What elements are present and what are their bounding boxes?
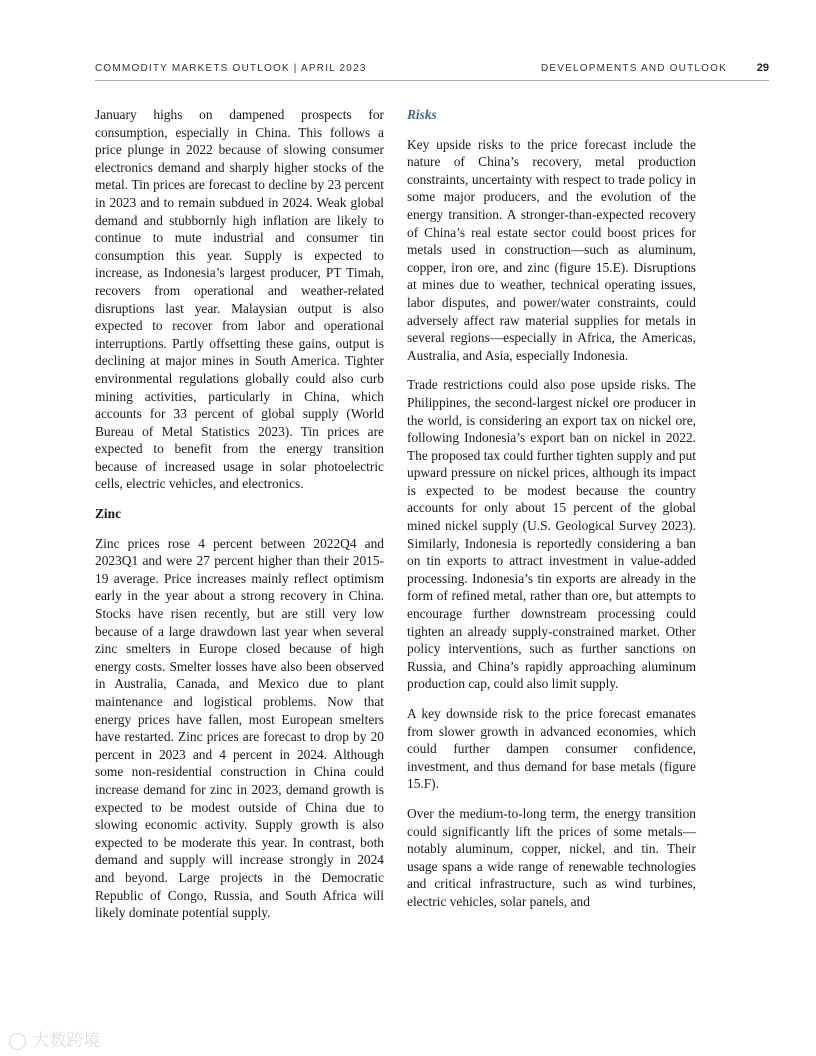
tin-paragraph: January highs on dampened prospects for consumption, especially in China. This follows a price plunge in 2022 because of slowing consumer electronics demand and sharply higher stocks of the metal. Tin prices are forecast to decline by 23 percent in 2023 and to remain subdued in 2024. Weak global demand and stubbornly high inflation are likely to continue to mute industrial and consumer tin consumption this year. Supply is expected to increase, as Indonesia’s largest producer, PT Timah, recovers from operational and weather-related disruptions last year. Malaysian output is also expected to recover from labor and operational interruptions. Partly offsetting these gains, output is declining at major mines in South America. Tighter environmental regulations globally could also curb mining activities, particularly in China, which accounts for 33 percent of global supply (World Bureau of Metal Statistics 2023). Tin prices are expected to benefit from the energy transition because of increased usage in solar photoelectric cells, electric vehicles, and electronics. bbox=[95, 107, 384, 492]
page-number: 29 bbox=[756, 62, 769, 74]
downside-risk-paragraph: A key downside risk to the price forecast emanates from slower growth in advanced economies, which could further dampen consumer confidence, investment, and thus demand for base metals (figure 15.F). bbox=[407, 706, 696, 792]
left-column bbox=[95, 106, 384, 934]
publication-title: COMMODITY MARKETS OUTLOOK | APRIL 2023 bbox=[95, 63, 367, 74]
zinc-paragraph: Zinc prices rose 4 percent between 2022Q4 and 2023Q1 and were 27 percent higher than their 2015-19 average. Price increases mainly reflect optimism early in the year about a strong recovery in China. Stocks have risen recently, but are still very low because of a large drawdown last year when several zinc smelters in Europe closed because of high energy costs. Smelter losses have also been observed in Australia, Canada, and Mexico due to plant maintenance and logistical problems. Now that energy prices have fallen, most European smelters have restarted. Zinc prices are forecast to drop by 20 percent in 2023 and 4 percent in 2024. Although some non-residential construction in China could increase demand for zinc in 2023, demand growth is expected to be modest outside of China due to slowing economic activity. Supply growth is also expected to be moderate this year. In contrast, both demand and supply will increase strongly in 2024 and beyond. Large projects in the Democratic Republic of Congo, Russia, and South Africa will likely dominate potential supply. bbox=[95, 535, 384, 921]
upside-risks-paragraph: Key upside risks to the price forecast include the nature of China’s recovery, metal production constraints, uncertainty with respect to trade policy in some major producers, and the evolution of the energy transition. A stronger-than-expected recovery of China’s real estate sector could boost prices for metals used in construction—such as aluminum, copper, iron ore, and zinc (figure 15.E). Disruptions at mines due to weather, technical operating issues, labor disputes, and power/water constraints, could adversely affect raw material supplies for metals in several regions—especially in Africa, the Americas, Australia, and Asia, especially Indonesia. bbox=[407, 136, 696, 363]
watermark-logo: ◯ 大数跨境 bbox=[8, 1031, 101, 1051]
risks-heading: Risks bbox=[407, 107, 437, 122]
energy-transition-paragraph: Over the medium-to-long term, the energy transition could significantly lift the prices of some metals—notably aluminum, copper, nickel, and tin. Their usage spans a wide range of renewable technologies and critical infrastructure, such as wind turbines, electric vehicles, solar panels, and bbox=[407, 805, 696, 909]
section-title: DEVELOPMENTS AND OUTLOOK bbox=[540, 63, 727, 74]
zinc-heading: Zinc bbox=[95, 506, 122, 522]
running-header bbox=[95, 62, 769, 81]
trade-restrictions-paragraph: Trade restrictions could also pose upside risks. The Philippines, the second-largest nickel ore producer in the world, is considering an export tax on nickel ore, following Indonesia’s export ban on nickel in 2022. The proposed tax could further tighten supply and put upward pressure on nickel prices, although its impact is expected to be modest because the country accounts for only about 15 percent of the global mined nickel supply (U.S. Geological Survey 2023). Similarly, Indonesia is reportedly considering a ban on tin exports to attract investment in value-added processing. Indonesia’s tin exports are already in the form of refined metal, rather than ore, but attempts to encourage further downstream processing could tighten an already supply-constrained market. Other policy interventions, such as further sanctions on Russia, and China’s rapidly approaching aluminum production cap, could also limit supply. bbox=[407, 377, 696, 692]
right-column bbox=[407, 106, 696, 923]
